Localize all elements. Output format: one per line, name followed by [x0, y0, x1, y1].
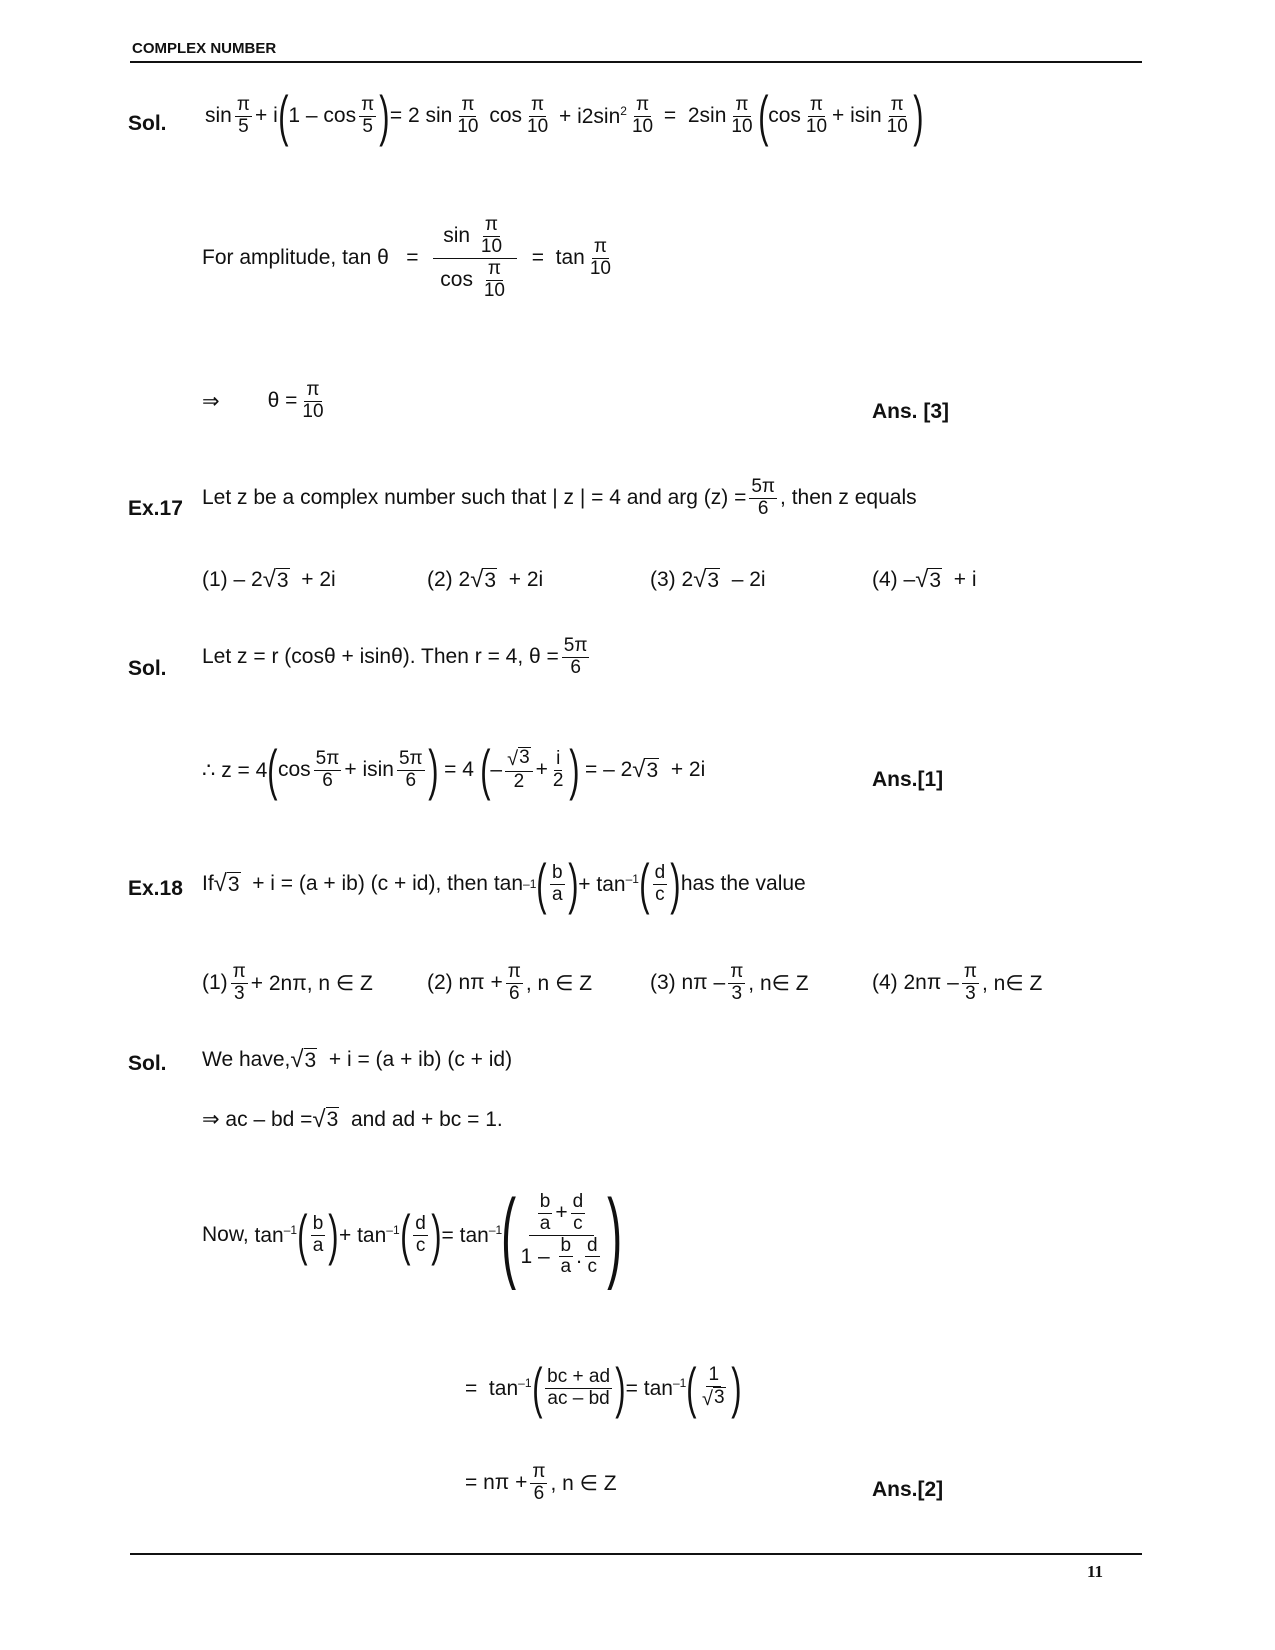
ex18-option-4: (4) 2nπ – $\frac{\pi}{3}$ , n∈ Z: [872, 961, 1043, 1004]
ex17-option-1: (1) – 2 √ 3 + 2i: [202, 566, 336, 594]
ex17-option-4: (4) – √ 3 + i: [872, 566, 977, 594]
ex17-label: Ex.17: [128, 497, 183, 520]
ex17-question-end: , then z equals: [780, 486, 917, 510]
answer-1: Ans.[1]: [872, 768, 944, 791]
ex18-sol-line2: ⇒ ac – bd = √ 3 and ad + bc = 1.: [202, 1105, 503, 1133]
page-header-title: COMPLEX NUMBER: [132, 40, 277, 57]
ex17-question-text: Let z be a complex number such that | z | = 4 and arg (z) =: [202, 486, 747, 510]
ex18-option-1: (1) $\frac{\pi}{3}$ + 2nπ, n ∈ Z: [202, 961, 373, 1004]
ex18-tan-line: = $\tan^{-1}$ ( $\frac{bc + ad}{ac - bd}$ ) = $\tan^{-1}$ ( 1 √ 3 ): [465, 1356, 742, 1419]
ex17-question: Let z be a complex number such that | z | = 4 and arg (z) = $\frac{5\pi}{6}$ , then z equals: [202, 476, 917, 519]
ex18-sol-label: Sol.: [128, 1052, 167, 1075]
ex18-label: Ex.18: [128, 877, 183, 900]
header-rule: [130, 61, 1142, 63]
amplitude-line: For amplitude, tan θ = sin $\frac{\pi}{10}$ cos $\frac{\pi}{10}$ = tan $\frac{\pi}{10}$: [202, 214, 611, 301]
page-number: 11: [1087, 1562, 1104, 1581]
sol-label: Sol.: [128, 112, 167, 135]
theta-line: ⇒ θ = $\frac{\pi}{10}$: [202, 379, 324, 422]
ex17-sol-label: Sol.: [128, 657, 167, 680]
sol16-expression: sin $\frac{\pi}{5}$ + i ( 1 – cos $\frac{\pi}{5}$ ) = 2 sin $\frac{\pi}{10}$ cos $\frac{\pi}{10}$ + $i2\sin^2$ $\frac{\pi}{10}$ = 2sin $\frac{\pi}{10}$ ( cos $\frac{\pi}{10}$ + isin $\frac{\pi}{10}$ ): [205, 84, 924, 147]
ex18-sol-line1: We have, √ 3 + i = (a + ib) (c + id): [202, 1046, 513, 1074]
footer-rule: [130, 1553, 1142, 1555]
answer-2: Ans.[2]: [872, 1478, 944, 1501]
ex18-question: If √ 3 + i = (a + ib) (c + id), then tan –1 ( $\frac{b}{a}$ ) + $\tan^{-1}$ ( $\frac{d}{c}$ ) has the value: [202, 852, 806, 915]
ex18-final-line: = nπ + $\frac{\pi}{6}$ , n ∈ Z: [465, 1461, 617, 1504]
ex17-sol-line2: ∴ z = 4 ( cos $\frac{5\pi}{6}$ + isin $\frac{5\pi}{6}$ ) = 4 ( – √ 3 2 + $\frac{i}{2}$ ) = – 2 √ 3 + 2i: [202, 738, 706, 801]
ex18-now-line: Now, $\tan^{-1}$ ( $\frac{b}{a}$ ) + $\tan^{-1}$ ( $\frac{d}{c}$ ) = $\tan^{-1}$ ( $\frac{b}{a}$ + $\frac{d}{c}$ 1 – $\frac{b}{a}$ . $\frac{d}{c}$ ): [202, 1179, 622, 1291]
ex17-option-3: (3) 2 √ 3 – 2i: [650, 566, 766, 594]
ex17-option-2: (2) 2 √ 3 + 2i: [427, 566, 544, 594]
implies-symbol: ⇒: [202, 389, 220, 413]
answer-3: Ans. [3]: [872, 400, 950, 423]
ex17-sol-line1: Let z = r (cosθ + isinθ). Then r = 4, θ = $\frac{5\pi}{6}$: [202, 635, 588, 678]
ex18-option-3: (3) nπ – $\frac{\pi}{3}$ , n∈ Z: [650, 961, 809, 1004]
ex18-option-2: (2) nπ + $\frac{\pi}{6}$ , n ∈ Z: [427, 961, 593, 1004]
ex17-sol-text: Let z = r (cosθ + isinθ). Then r = 4, θ =: [202, 645, 559, 669]
amplitude-text: For amplitude,: [202, 246, 337, 270]
